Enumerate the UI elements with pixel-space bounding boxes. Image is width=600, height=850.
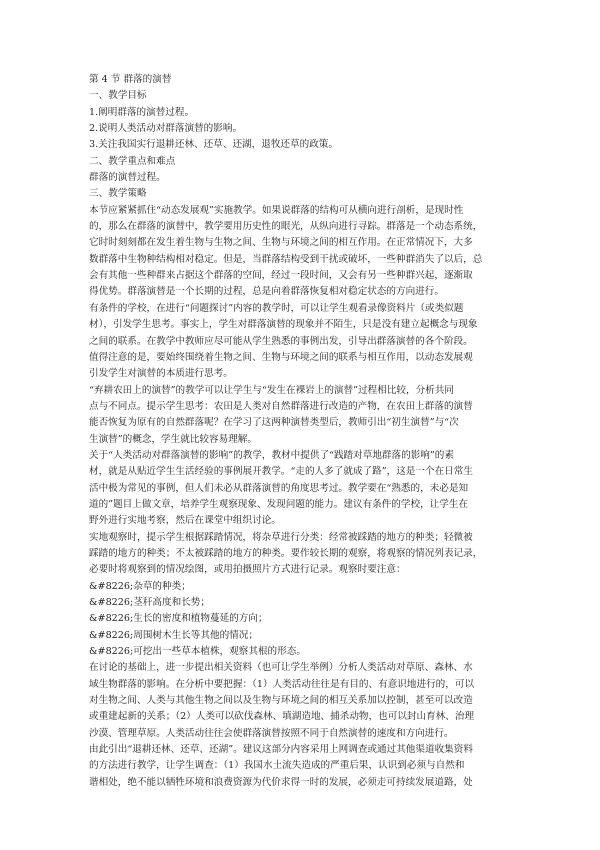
text-line: &#8226;茎秆高度和长势； — [89, 597, 210, 608]
text-line: 材，就是从贴近学生生活经验的事例展开教学。“走的人多了就成了路”，这是一个在日常生 — [89, 466, 473, 478]
text-line: 谐相处，绝不能以牺牲环境和浪费资源为代价求得一时的发展，必须走可持续发展道路，处 — [89, 776, 473, 788]
text-line: 得优势。群落演替是一个长期的过程，总是向着群落恢复相对稳定状态的方向进行。 — [89, 286, 444, 298]
text-line: 材），引发学生思考。事实上，学生对群落演替的现象并不陌生，只是没有建立起概念与现象 — [89, 319, 478, 331]
text-line: 沙漠、管理草原。人类活动往往会使群落演替按照不同于自然演替的速度和方向进行。 — [89, 727, 454, 739]
text-line: 有条件的学校，在进行“问题探讨”内容的教学时，可以让学生观看录像资料片（或类似题 — [89, 302, 464, 314]
text-line: 的，那么在群落的演替中，教学要用历史性的眼光，从纵向进行寻踪。群落是一个动态系统， — [89, 221, 483, 233]
text-line: 群落的演替过程。 — [89, 172, 166, 184]
text-line: 必要时将观察到的情况绘图，或用拍摄照片方式进行记录。观察时要注意： — [89, 564, 406, 576]
text-line: 对生物之间、人类与其他生物之间以及生物与环境之间的相互关系加以控制，甚至可以改造 — [89, 695, 473, 707]
text-line: 由此引出“退耕还林、还草、还湖”。建议这部分内容采用上网调查或通过其他渠道收集资料 — [89, 744, 473, 756]
text-line: 在讨论的基础上，进一步提出相关资料（也可让学生举例）分析人类活动对草原、森林、水 — [89, 662, 473, 674]
text-line: “弃耕农田上的演替”的教学可以让学生与“发生在裸岩上的演替”过程相比较，分析共同 — [89, 384, 454, 396]
text-line: &#8226;生长的密度和植物蔓延的方向； — [89, 613, 268, 625]
document-body — [89, 72, 521, 791]
text-line: 本节应紧紧抓住“动态发展观”实施教学。如果说群落的结构可从横向进行剖析，是现时性 — [89, 204, 464, 216]
text-line: 踩踏的地方的种类；不太被踩踏的地方的种类。要作较长期的观察，将观察的情况列表记录， — [89, 547, 483, 559]
text-line: 三、教学策略 — [89, 188, 147, 200]
text-line: 点与不同点。提示学生思考：农田是人类对自然群落进行改造的产物，在农田上群落的演替 — [89, 400, 473, 412]
text-line: 第 4 节 群落的演替 — [89, 74, 172, 85]
text-line: 3.关注我国实行退耕还林、还草、还湖，退牧还草的政策。 — [89, 139, 338, 151]
text-line: 值得注意的是，要始终围绕着生物之间、生物与环境之间的联系与相互作用，以动态发展观 — [89, 351, 473, 363]
text-line: 它时时刻刻都在发生着生物与生物之间、生物与环境之间的相互作用。在正常情况下，大多 — [89, 237, 473, 249]
text-line: 或重建起新的关系；（2）人类可以砍伐森林、填湖造地、捕杀动物，也可以封山育林、治理 — [89, 711, 475, 723]
text-line: 会有其他一些种群来占据这个群落的空间，经过一段时间，又会有另一些种群兴起，逐渐取 — [89, 270, 473, 282]
text-line: 一、教学目标 — [89, 90, 147, 102]
text-line: 二、教学重点和难点 — [89, 155, 176, 167]
text-line: 野外进行实地考察，然后在课堂中组织讨论。 — [89, 515, 281, 527]
text-line: 之间的联系。在教学中教师应尽可能从学生熟悉的事例出发，引导出群落演替的各个阶段。 — [89, 335, 473, 347]
text-line: 实地观察时，提示学生根据踩踏情况，将杂草进行分类：经常被踩踏的地方的种类；轻微被 — [89, 531, 473, 543]
text-line: &#8226;周围树木生长等其他的情况； — [89, 629, 258, 641]
text-line: 活中极为常见的事例，但人们未必从群落演替的角度思考过。教学要在“熟悉的，未必是知 — [89, 482, 469, 494]
text-line: 生演替”的概念，学生就比较容易理解。 — [89, 433, 257, 445]
text-line: 能否恢复为原有的自然群落呢？在学习了这两种演替类型后，教师引出“初生演替”与“次 — [89, 417, 459, 429]
text-line: 道的”题目上做文章，培养学生观察现象、发现问题的能力。建议有条件的学校，让学生在 — [89, 498, 469, 510]
text-line: &#8226;可挖出一些草本植株，观察其根的形态。 — [89, 646, 306, 658]
text-line: 数群落中生物种结构相对稳定。但是，当群落结构受到干扰或破坏，一些种群消失了以后，总 — [89, 253, 483, 265]
text-line: &#8226;杂草的种类； — [89, 580, 191, 592]
text-line: 的方法进行教学，让学生调查：（1）我国水土流失造成的严重后果，认识到必须与自然和 — [89, 760, 465, 772]
text-line: 域生物群落的影响。在分析中要把握：（1）人类活动往往是有目的、有意识地进行的，可以 — [89, 678, 475, 690]
text-line: 1.阐明群落的演替过程。 — [89, 106, 195, 118]
text-line: 引发学生对演替的本质进行思考。 — [89, 368, 233, 380]
text-line: 2.说明人类活动对群落演替的影响。 — [89, 123, 243, 135]
text-line: 关于“人类活动对群落演替的影响”的教学，教材中提供了“践踏对草地群落的影响”的素 — [89, 449, 454, 461]
